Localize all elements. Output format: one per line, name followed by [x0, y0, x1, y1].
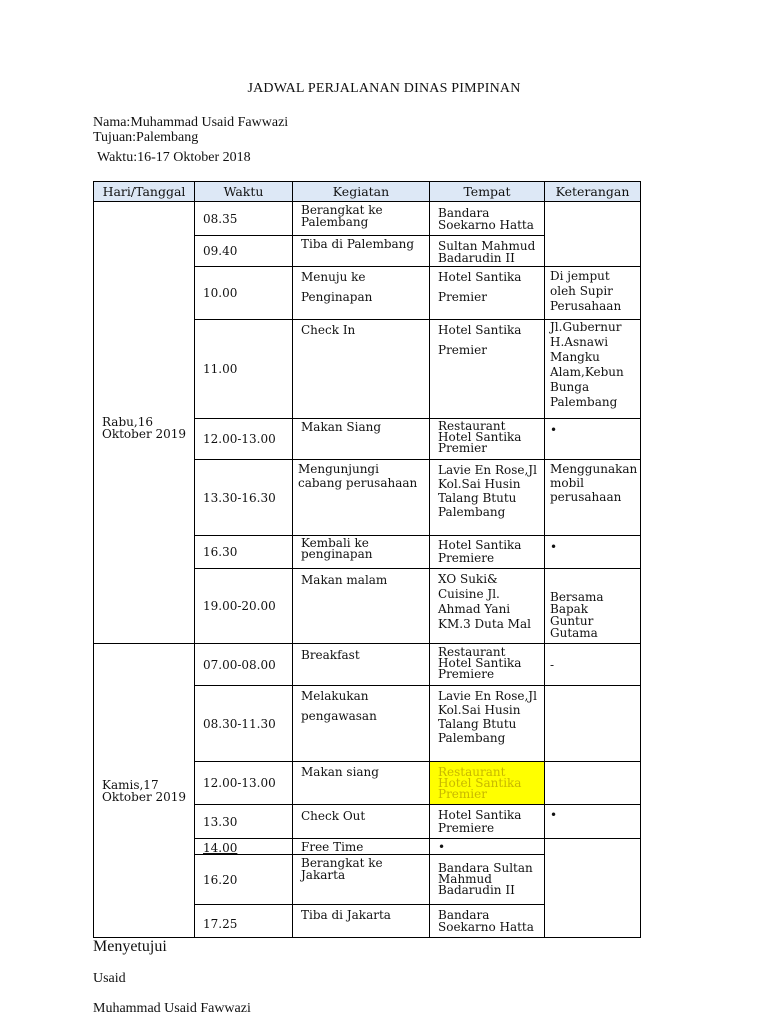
activity-text: Mengunjungi cabang perusahaan — [298, 462, 418, 490]
note-text: • — [550, 540, 558, 554]
note-text — [545, 202, 640, 204]
document-title: JADWAL PERJALANAN DINAS PIMPINAN — [247, 81, 521, 96]
time-cell — [195, 686, 293, 762]
note-text: Jl.Gubernur H.Asnawi Mangku Alam,Kebun Bunga Palembang — [550, 320, 624, 409]
place-cell — [430, 419, 545, 460]
place-cell-highlighted — [430, 762, 545, 805]
time-text: 14.00 — [203, 840, 238, 855]
activity-cell — [293, 762, 430, 805]
note-cell — [545, 839, 641, 938]
note-text — [545, 686, 640, 688]
signatory-name: Muhammad Usaid Fawwazi — [93, 1001, 251, 1016]
place-text: Restaurant Hotel Santika Premier — [438, 419, 522, 455]
day-label: Rabu,16 Oktober 2019 — [102, 414, 187, 441]
activity-cell — [293, 686, 430, 762]
activity-cell — [293, 805, 430, 839]
time-cell — [195, 905, 293, 938]
note-text — [545, 839, 640, 841]
header-place: Tempat — [430, 182, 545, 202]
time-cell — [195, 267, 293, 320]
activity-cell — [293, 855, 430, 905]
time-cell — [195, 855, 293, 905]
note-cell — [545, 686, 641, 762]
place-text: Hotel Santika Premier — [438, 270, 522, 304]
place-text: Restaurant Hotel Santika Premier — [438, 765, 522, 801]
activity-cell — [293, 419, 430, 460]
activity-text: Check In — [301, 323, 356, 337]
activity-text: Berangkat ke Jakarta — [301, 856, 383, 882]
time-text: 16.30 — [203, 545, 238, 559]
note-text: - — [550, 657, 555, 672]
place-text: Hotel Santika Premier — [438, 323, 522, 357]
time-text: 17.25 — [203, 917, 238, 931]
activity-cell — [293, 569, 430, 644]
activity-cell — [293, 644, 430, 686]
time-cell — [195, 320, 293, 419]
note-text: Menggunakan mobil perusahaan — [550, 462, 638, 504]
header-day: Hari/Tanggal — [94, 182, 195, 202]
date-line: Waktu:16-17 Oktober 2018 — [97, 150, 251, 165]
place-text: Sultan Mahmud Badarudin II — [438, 239, 536, 265]
place-text: Lavie En Rose,Jl Kol.Sai Husin Talang Btutu Palembang — [438, 689, 537, 745]
note-text: • — [550, 808, 558, 822]
activity-text: Kembali ke penginapan — [301, 536, 373, 561]
activity-text: Breakfast — [301, 648, 360, 662]
note-text: • — [550, 423, 558, 437]
time-cell — [195, 202, 293, 236]
activity-cell — [293, 267, 430, 320]
activity-text: Tiba di Jakarta — [301, 908, 391, 922]
day-cell — [94, 644, 195, 938]
activity-cell — [293, 236, 430, 267]
place-text: Restaurant Hotel Santika Premiere — [438, 645, 522, 681]
place-text: Bandara Soekarno Hatta — [438, 206, 534, 232]
table-header-row — [94, 182, 641, 202]
time-text: 12.00-13.00 — [203, 776, 276, 790]
activity-text: Check Out — [301, 809, 366, 823]
place-cell — [430, 805, 545, 839]
activity-cell — [293, 460, 430, 536]
activity-text: Free Time — [301, 840, 364, 854]
note-cell — [545, 320, 641, 419]
time-cell — [195, 460, 293, 536]
time-text: 07.00-08.00 — [203, 657, 276, 672]
activity-text: Melakukan pengawasan — [301, 689, 377, 723]
header-activity: Kegiatan — [293, 182, 430, 202]
day-label: Kamis,17 Oktober 2019 — [102, 777, 187, 804]
activity-text: Makan siang — [301, 765, 379, 779]
time-cell — [195, 569, 293, 644]
note-cell — [545, 762, 641, 805]
time-cell — [195, 419, 293, 460]
time-text: 12.00-13.00 — [203, 432, 276, 446]
time-cell — [195, 762, 293, 805]
note-cell — [545, 460, 641, 536]
note-cell — [545, 419, 641, 460]
activity-cell — [293, 839, 430, 855]
time-text: 09.40 — [203, 244, 238, 258]
place-cell — [430, 236, 545, 267]
time-text: 19.00-20.00 — [203, 599, 276, 613]
time-text: 13.30 — [203, 814, 238, 829]
note-cell — [545, 805, 641, 839]
place-cell — [430, 536, 545, 569]
note-cell — [545, 202, 641, 267]
header-time: Waktu — [195, 182, 293, 202]
place-cell — [430, 202, 545, 236]
approval-label: Menyetujui — [93, 938, 167, 955]
place-text: Hotel Santika Premiere — [438, 808, 522, 835]
note-cell — [545, 569, 641, 644]
note-text: Di jemput oleh Supir Perusahaan — [550, 269, 622, 313]
place-text: Bandara Soekarno Hatta — [438, 908, 534, 934]
schedule-table — [93, 181, 641, 938]
activity-text: Menuju ke Penginapan — [301, 270, 373, 304]
place-cell — [430, 267, 545, 320]
name-line: Nama:Muhammad Usaid Fawwazi — [93, 115, 289, 130]
time-text: 13.30-16.30 — [203, 490, 276, 505]
time-text: 16.20 — [203, 872, 238, 887]
activity-cell — [293, 905, 430, 938]
activity-cell — [293, 202, 430, 236]
place-cell — [430, 855, 545, 905]
place-cell — [430, 320, 545, 419]
time-text: 08.30-11.30 — [203, 716, 276, 731]
header-note: Keterangan — [545, 182, 641, 202]
time-cell — [195, 805, 293, 839]
note-cell — [545, 267, 641, 320]
activity-text: Makan malam — [301, 573, 388, 587]
time-cell — [195, 236, 293, 267]
time-cell — [195, 839, 293, 855]
place-text: XO Suki& Cuisine Jl. Ahmad Yani KM.3 Duta Mal — [438, 572, 531, 631]
time-cell — [195, 644, 293, 686]
place-text: Lavie En Rose,Jl Kol.Sai Husin Talang Btutu Palembang — [438, 463, 537, 519]
time-text: 11.00 — [203, 362, 238, 376]
place-cell — [430, 686, 545, 762]
note-cell — [545, 536, 641, 569]
place-text: • — [438, 840, 446, 854]
activity-text: Makan Siang — [301, 420, 382, 434]
destination-line: Tujuan:Palembang — [93, 130, 199, 145]
note-text: Bersama Bapak Guntur Gutama — [550, 590, 604, 640]
time-text: 08.35 — [203, 211, 238, 226]
place-text: Hotel Santika Premiere — [438, 538, 522, 565]
table-row — [94, 202, 641, 236]
place-cell — [430, 569, 545, 644]
place-text: Bandara Sultan Mahmud Badarudin II — [438, 861, 533, 897]
place-cell — [430, 839, 545, 855]
activity-cell — [293, 536, 430, 569]
activity-text: Tiba di Palembang — [301, 237, 415, 251]
day-cell — [94, 202, 195, 644]
activity-cell — [293, 320, 430, 419]
note-text — [545, 762, 640, 764]
note-cell — [545, 644, 641, 686]
place-cell — [430, 460, 545, 536]
time-text: 10.00 — [203, 286, 238, 300]
place-cell — [430, 905, 545, 938]
signature-short-name: Usaid — [93, 971, 126, 986]
place-cell — [430, 644, 545, 686]
table-row — [94, 644, 641, 686]
time-cell — [195, 536, 293, 569]
activity-text: Berangkat ke Palembang — [301, 203, 383, 229]
